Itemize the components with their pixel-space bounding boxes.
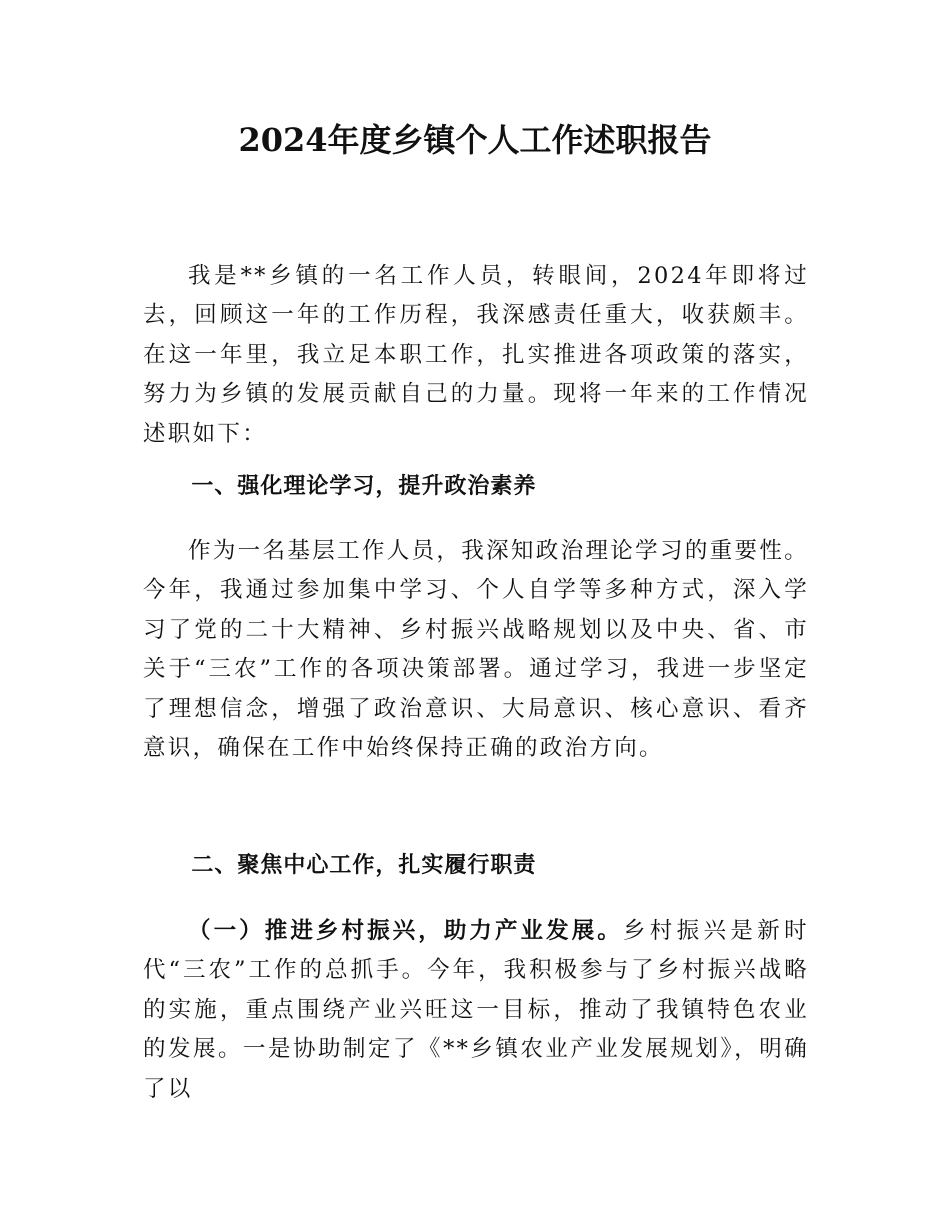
- section-1-paragraph: 作为一名基层工作人员，我深知政治理论学习的重要性。今年，我通过参加集中学习、个人自学等多种方式，深入学习了党的二十大精神、乡村振兴战略规划以及中央、省、市关于“三农”工作的各项决策部署。通过学习，我进一步坚定了理想信念，增强了政治意识、大局意识、核心意识、看齐意识，确保在工作中始终保持正确的政治方向。: [143, 538, 809, 762]
- document-title: 2024年度乡镇个人工作述职报告: [238, 121, 712, 159]
- section-2-heading: 二、聚焦中心工作，扎实履行职责: [191, 853, 537, 878]
- intro-paragraph: 我是**乡镇的一名工作人员，转眼间，2024年即将过去，回顾这一年的工作历程，我深感责任重大，收获颇丰。在这一年里，我立足本职工作，扎实推进各项政策的落实，努力为乡镇的发展贡献自己的力量。现将一年来的工作情况述职如下：: [143, 263, 809, 447]
- section-1-heading: 一、强化理论学习，提升政治素养: [191, 474, 537, 499]
- section-2-sub1-text: 乡村振兴是新时代“三农”工作的总抓手。今年，我积极参与了乡村振兴战略的实施，重点围绕产业兴旺这一目标，推动了我镇特色农业的发展。一是协助制定了《**乡镇农业产业发展规划》，明确了以: [143, 918, 809, 1102]
- section-2-sub1-lead: （一）推进乡村振兴，助力产业发展。: [188, 918, 623, 944]
- section-2-sub1-paragraph: [143, 912, 809, 1109]
